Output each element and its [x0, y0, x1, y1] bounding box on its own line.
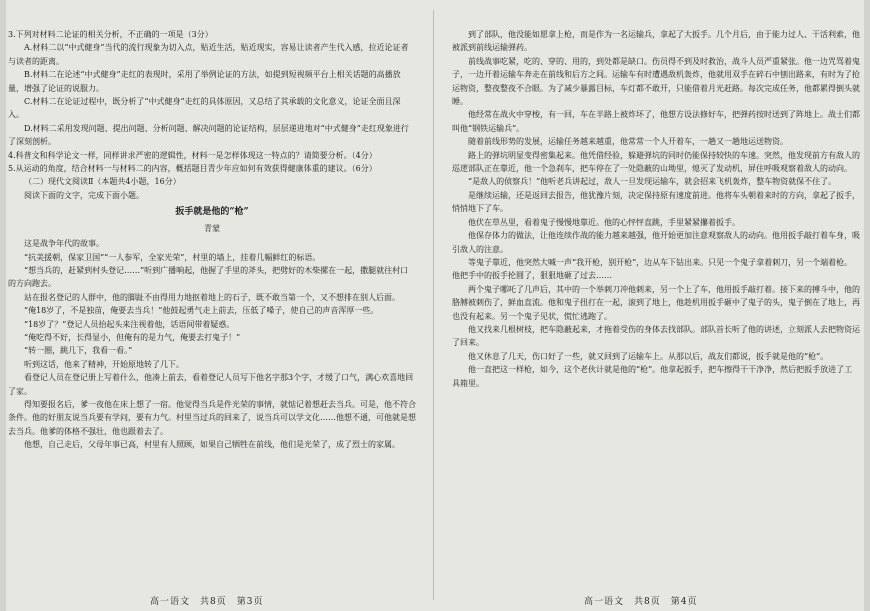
- story-paragraph: 路上的弹坑明显变得密集起来。他凭借经验，躲避弹坑的同时仍能保持较快的车速。突然，他发现前方有敌人的巡逻部队正在靠近，他一个急刹车，把车停在了一处隐蔽的山坳里，熄灭了发动机，屏住呼吸观察着敌人的动向。: [452, 150, 860, 174]
- story-paragraph: 前线战事吃紧，吃的、穿的、用的，到处都是缺口。伤员得不到及时救治，战斗人员严重紧张。他一边咒骂着鬼子，一边开着运输车奔走在前线和后方之间。运输车有时遭遇敌机轰炸，他就用双手在碎石中刨出路来，有时为了抢运物资，整夜整夜不合眼。为了减少暴露目标，车灯都不敢开，只能借着月光赶路。每次完成任务，他都累得倒头就睡。: [452, 56, 860, 107]
- story-paragraph: 等鬼子靠近，他突然大喊一声“我开枪，别开枪”，边从车下钻出来。只见一个鬼子拿着刺刀，另一个端着枪。他把手中的扳手抡圆了，狠狠地砸了过去……: [452, 257, 853, 281]
- question-3-stem: 3.下列对材料二论证的相关分析，不正确的一项是（3分）: [8, 30, 213, 39]
- story-paragraph: 他又找来几根树枝，把车隐蔽起来，才拖着受伤的身体去找部队。部队首长听了他的讲述，立刻派人去把物资运了回来。: [452, 324, 860, 348]
- option-c: C.材料二在论证过程中，既分析了“中式健身”走红的具体原因，又总结了其承载的文化意义，论证全面且深入。: [8, 97, 401, 120]
- page-edge-left: [0, 0, 6, 611]
- option-d: D.材料二采用发现问题、提出问题、分析问题、解决问题的论证结构，层层递进地对“中式健身”走红现象进行了深刻剖析。: [8, 123, 409, 147]
- story-paragraph: “18岁了？”登记人员抬起头来注视着他，话语间带着疑惑。: [24, 319, 235, 329]
- story-paragraph: 看登记人员在登记册上写着什么，他凑上前去，看着登记人员写下他名字那3个字，才缓了口气，满心欢喜地回了家。: [8, 373, 414, 396]
- story-paragraph: 他保存体力的做法，让他连续作战的能力越来越强，他开始更加注意观察敌人的动向。他用扳手敲打着车身，吸引敌人的注意。: [452, 231, 860, 254]
- option-b: B.材料二在论述“中式健身”走红的表现时，采用了举例论证的方法，如提到短视频平台上相关话题的高播放量，增强了论证的说服力。: [8, 70, 401, 93]
- story-paragraph: 这是战争年代的故事。: [24, 239, 104, 249]
- story-paragraph: 站在报名登记的人群中，他的脚趾不由得用力地抠着地上的石子，既不敢当第一个，又不想排在别人后面。: [24, 292, 400, 302]
- reading-instruction: 阅读下面的文字，完成下面小题。: [24, 190, 144, 200]
- story-author: 青蒙: [204, 223, 220, 233]
- story-paragraph: 他一直把这一样枪，如今，这个老伙计就是他的“枪”。他拿起扳手，把车擦得干干净净，然后把扳手放进了工具箱里。: [452, 365, 853, 388]
- story-paragraph: 随着前线形势的发展，运输任务越来越重，他常常一个人开着车，一趟又一趟地运送物资。: [468, 137, 788, 147]
- story-paragraph: 到了部队，他没能如愿拿上枪，而是作为一名运输兵，拿起了大扳手。几个月后，由于能力过人、干活利索，他被派到前线运输弹药。: [452, 30, 860, 53]
- section-heading: （二）现代文阅读Ⅱ（本题共4小题，16分）: [24, 177, 181, 187]
- story-paragraph: 听到这话，他来了精神，开始原地转了几下。: [24, 359, 184, 369]
- story-paragraph: 得知要报名后，爹一夜他在床上想了一宿。他觉得当兵是件光荣的事情，就惦记着想赶去当兵。可是，他不符合条件。他的好朋友说当兵要有学问，要有力气。村里当过兵的回来了，说当兵可以学文化……他想不通，可他就是想去当兵。他爹的体格不强壮，他也跟着去了。: [8, 399, 416, 436]
- option-a: A.材料二以“中式健身”当代的流行现象为切入点，贴近生活，贴近现实，容易让读者产生代入感，拉近论证者与读者的距离。: [8, 43, 409, 66]
- story-title: 扳手就是他的“枪”: [175, 207, 249, 218]
- question-4: 4.科普文和科学论文一样，同样讲求严密的逻辑性，材料一是怎样体现这一特点的？请简要分析。（4分）: [8, 150, 377, 160]
- page-footer-right: 高一语文 共8页 第4页: [584, 597, 698, 607]
- story-paragraph: “是敌人的侦察兵！”他听老兵讲起过，敌人一旦发现运输车，就会招来飞机轰炸，整车物资就保不住了。: [468, 177, 837, 187]
- question-5: 5.从运动的角度，结合材料一与材料二的内容，概括题目青少年应如何有效获得健康体重的建议。（6分）: [8, 164, 377, 174]
- page-3-column: [8, 28, 416, 588]
- story-paragraph: 他经常在战火中穿梭，有一回，车在半路上被炸坏了，他想方设法修好车，把弹药按时送到了阵地上。战士们都叫他“钢铁运输兵”。: [452, 110, 860, 133]
- story-paragraph: “抗美援朝，保家卫国”“一人参军，全家光荣”，村里的墙上，挂着几幅鲜红的标语。: [24, 252, 321, 262]
- story-paragraph: 他又休息了几天，伤口好了一些，就又回到了运输车上。从那以后，战友们都说，扳手就是他的“枪”。: [468, 351, 829, 361]
- story-paragraph: 两个鬼子哪吒了几声后，其中的一个举刺刀冲他刺来，另一个上了车，他用扳手敲打着。接下来的搏斗中，他的胳膊被刺伤了，鲜血直流。他和鬼子扭打在一起，滚到了地上，他趁机用扳手砸中了鬼子的头，鬼子倒在了地上，再也没有起来。另一个鬼子见状，慌忙逃跑了。: [452, 284, 860, 321]
- story-paragraph: “俺18岁了，不是独苗，俺要去当兵！”他鼓起勇气走上前去，压低了嗓子，使自己的声音浑厚一些。: [24, 306, 379, 316]
- story-paragraph: 他伏在草丛里，看着鬼子慢慢地靠近。他的心怦怦直跳，手里紧紧攥着扳手。: [468, 217, 740, 227]
- story-paragraph: “想当兵的，赶紧到村头登记……”听到广播响起，他握了手里的斧头，把劈好的木柴摞在一起，撒腿就往村口的方向跑去。: [8, 265, 409, 289]
- page-footer-left: 高一语文 共8页 第3页: [150, 597, 264, 607]
- page-gutter: [433, 10, 434, 600]
- page-4-column: [452, 28, 860, 588]
- story-paragraph: 是继续运输，还是返回去报告，他犹豫片刻，决定保持原有速度前进。他将车头朝着来时的方向，拿起了扳手，悄悄地下了车。: [452, 190, 860, 214]
- page-edge-right: [864, 0, 870, 611]
- story-paragraph: “转一圈，跳几下，我看一看。”: [24, 346, 133, 356]
- story-paragraph: 他想，自己走后，父母年事已高，村里有人照顾，如果自己牺牲在前线，他们是光荣了，成了烈士的家属。: [24, 440, 400, 450]
- story-paragraph: “俺吃得不好，长得显小，但俺有的是力气，俺要去打鬼子！”: [24, 332, 241, 342]
